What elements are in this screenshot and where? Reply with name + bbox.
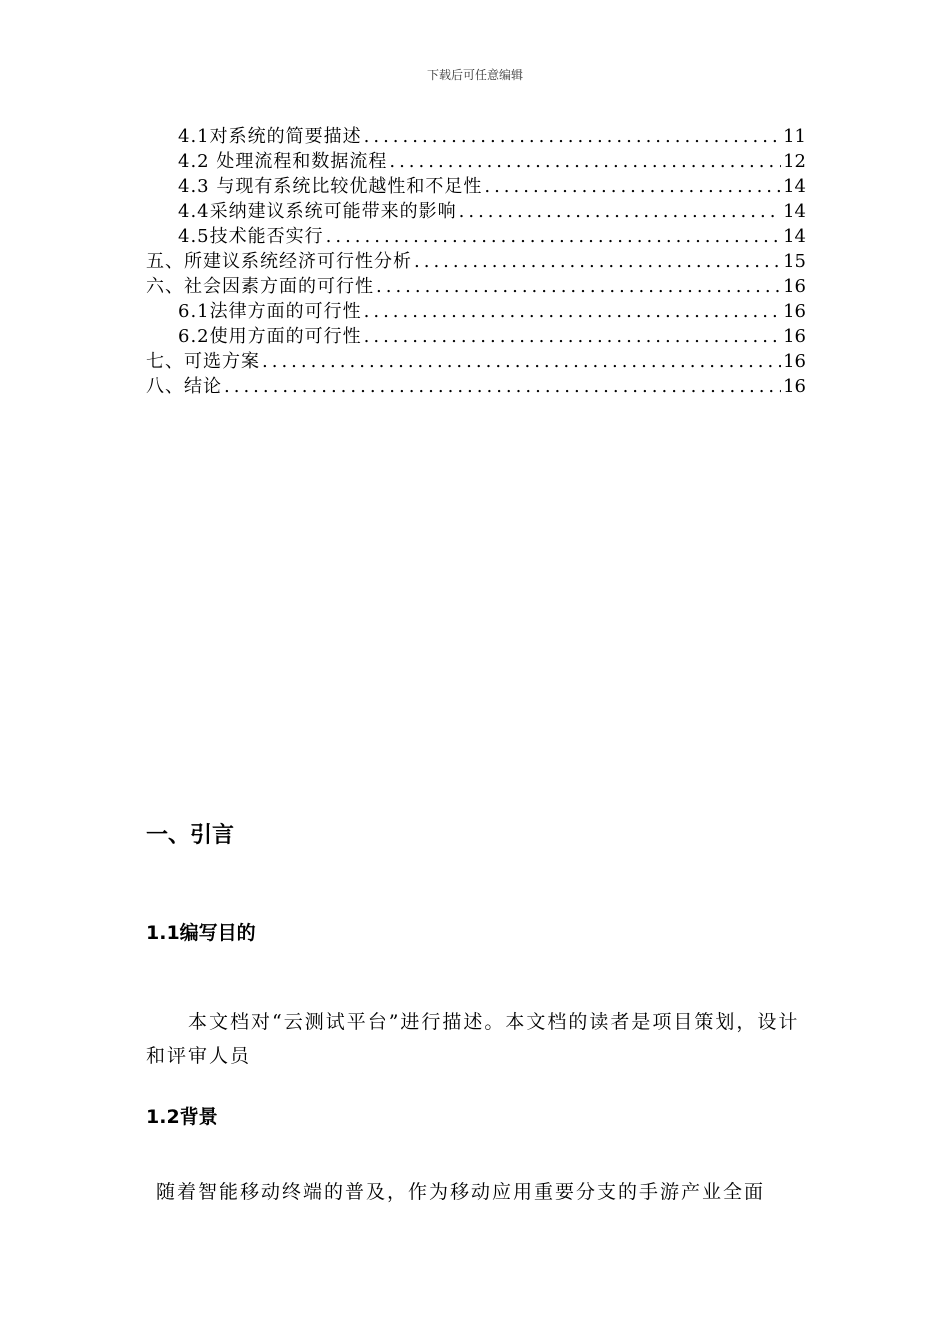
toc-dot-leader: [326, 224, 781, 249]
toc-entry-title: 八、结论: [146, 376, 222, 397]
toc-entry[interactable]: [146, 199, 806, 224]
toc-entry-title: 6.1法律方面的可行性: [178, 301, 362, 322]
toc-dot-leader: [459, 199, 781, 224]
toc-entry[interactable]: [146, 274, 806, 299]
toc-entry-page: 16: [783, 301, 806, 322]
toc-entry[interactable]: [146, 374, 806, 399]
toc-dot-leader: [376, 274, 781, 299]
background-paragraph: 随着智能移动终端的普及，作为移动应用重要分支的手游产业全面: [156, 1181, 766, 1203]
section-heading-purpose: 1.1编写目的: [146, 922, 256, 944]
toc-entry-page: 16: [783, 351, 806, 372]
toc-entry-title: 4.3 与现有系统比较优越性和不足性: [178, 176, 483, 197]
toc-entry-title: 6.2使用方面的可行性: [178, 326, 362, 347]
toc-dot-leader: [364, 299, 781, 324]
toc-dot-leader: [364, 324, 781, 349]
toc-entry-title: 4.4采纳建议系统可能带来的影响: [178, 201, 457, 222]
toc-entry-page: 14: [783, 176, 806, 197]
toc-entry[interactable]: [146, 349, 806, 374]
toc-dot-leader: [262, 349, 781, 374]
toc-entry-title: 五、所建议系统经济可行性分析: [146, 251, 412, 272]
toc-entry-page: 16: [783, 376, 806, 397]
toc-entry[interactable]: [146, 174, 806, 199]
toc-entry[interactable]: [146, 249, 806, 274]
section-heading-intro: 一、引言: [146, 823, 235, 848]
toc-entry-title: 4.2 处理流程和数据流程: [178, 151, 388, 172]
toc-entry-page: 16: [783, 276, 806, 297]
toc-dot-leader: [364, 124, 781, 149]
purpose-paragraph: 本文档对“云测试平台”进行描述。本文档的读者是项目策划，设计和评审人员: [146, 1011, 800, 1067]
toc-entry-title: 4.5技术能否实行: [178, 226, 324, 247]
toc-entry-page: 14: [783, 201, 806, 222]
toc-entry-title: 七、可选方案: [146, 351, 260, 372]
toc-entry[interactable]: [146, 299, 806, 324]
toc-entry[interactable]: [146, 324, 806, 349]
page-header-note: 下载后可任意编辑: [426, 68, 523, 82]
toc-entry[interactable]: [146, 224, 806, 249]
toc-entry-page: 15: [783, 251, 806, 272]
section-heading-background: 1.2背景: [146, 1106, 218, 1128]
toc-dot-leader: [389, 149, 781, 174]
toc-entry[interactable]: [146, 149, 806, 174]
toc-entry-title: 4.1对系统的简要描述: [178, 126, 362, 147]
toc-dot-leader: [484, 174, 781, 199]
toc-entry-page: 12: [783, 151, 806, 172]
toc-entry-page: 14: [783, 226, 806, 247]
toc-entry[interactable]: [146, 124, 806, 149]
table-of-contents: [146, 124, 806, 399]
toc-entry-page: 11: [783, 126, 806, 147]
toc-entry-title: 六、社会因素方面的可行性: [146, 276, 374, 297]
toc-dot-leader: [414, 249, 781, 274]
toc-dot-leader: [224, 374, 781, 399]
toc-entry-page: 16: [783, 326, 806, 347]
